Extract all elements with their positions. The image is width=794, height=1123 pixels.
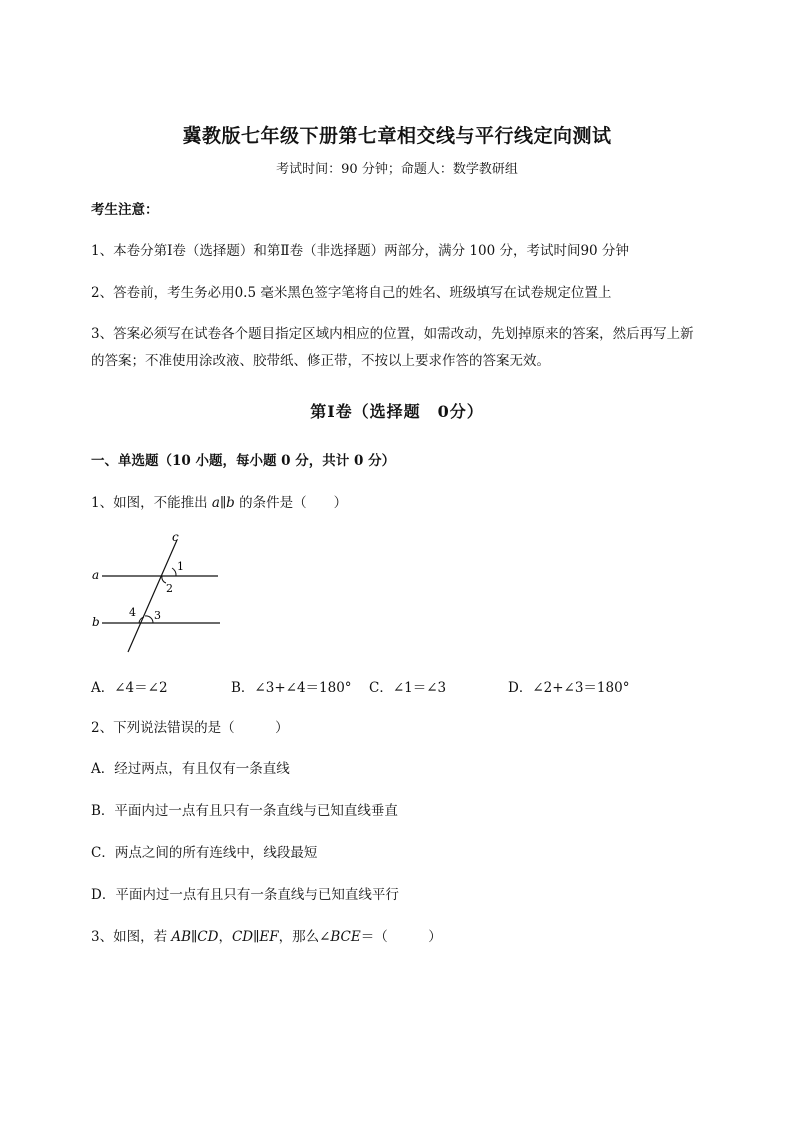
question-1-option-c[interactable]: C．∠1＝∠3 <box>369 680 447 696</box>
question-3-math-cd-ef: CD∥EF <box>231 929 279 945</box>
question-1-stem <box>91 493 347 513</box>
part1-heading: 一、单选题（10 小题，每小题 0 分，共计 0 分） <box>91 453 396 469</box>
question-1-option-d[interactable]: D．∠2+∠3＝180° <box>508 680 630 696</box>
label-a: a <box>92 568 100 582</box>
question-2-option-a[interactable]: A．经过两点，有且仅有一条直线 <box>91 761 290 777</box>
label-b: b <box>92 615 100 629</box>
exam-subtitle: 考试时间：90 分钟；命题人：数学教研组 <box>276 162 518 177</box>
question-3-math-bce: BCE <box>330 929 361 945</box>
angle-1-arc <box>172 568 176 576</box>
question-3-stem <box>91 927 442 947</box>
line-c <box>128 540 177 652</box>
question-1-stem-suffix: 的条件是（ ） <box>234 495 348 511</box>
exam-title: 冀教版七年级下册第七章相交线与平行线定向测试 <box>182 125 612 147</box>
question-2-option-d[interactable]: D．平面内过一点有且只有一条直线与已知直线平行 <box>91 887 399 903</box>
notice-item-3: 3、答案必须写在试卷各个题目指定区域内相应的位置，如需改动，先划掉原来的答案，然后再写上新 <box>91 326 694 342</box>
question-2-option-b[interactable]: B．平面内过一点有且只有一条直线与已知直线垂直 <box>91 803 398 819</box>
label-angle-1: 1 <box>177 560 184 573</box>
notice-item-2: 2、答卷前，考生务必用0.5 毫米黑色签字笔将自己的姓名、班级填写在试卷规定位置上 <box>91 285 612 301</box>
question-3-sep-2: ，那么∠ <box>278 929 331 945</box>
label-angle-2: 2 <box>166 582 173 595</box>
question-1-option-a[interactable]: A．∠4＝∠2 <box>91 680 168 696</box>
label-angle-3: 3 <box>154 609 161 622</box>
notice-item-3-cont: 的答案；不准使用涂改液、胶带纸、修正带，不按以上要求作答的答案无效。 <box>91 353 550 369</box>
angle-3-arc <box>145 616 153 623</box>
question-3-stem-suffix: ＝（ ） <box>360 929 442 945</box>
question-1-option-b[interactable]: B．∠3+∠4＝180° <box>231 680 352 696</box>
label-angle-4: 4 <box>129 606 136 619</box>
question-1-figure <box>88 530 228 658</box>
label-c: c <box>172 530 179 544</box>
question-3-math-ab-cd: AB∥CD <box>171 929 219 945</box>
question-3-sep-1: ， <box>218 929 232 945</box>
notice-item-1: 1、本卷分第Ⅰ卷（选择题）和第Ⅱ卷（非选择题）两部分，满分 100 分，考试时间90 分钟 <box>91 243 629 259</box>
question-2-option-c[interactable]: C．两点之间的所有连线中，线段最短 <box>91 845 318 861</box>
question-1-stem-math: a∥b <box>211 495 235 511</box>
section-title: 第Ⅰ卷（选择题 0分） <box>310 402 484 421</box>
question-1-stem-prefix: 1、如图，不能推出 <box>91 495 212 511</box>
question-3-stem-prefix: 3、如图，若 <box>91 929 172 945</box>
notice-heading: 考生注意： <box>91 202 159 218</box>
question-2-stem: 2、下列说法错误的是（ ） <box>91 720 289 736</box>
